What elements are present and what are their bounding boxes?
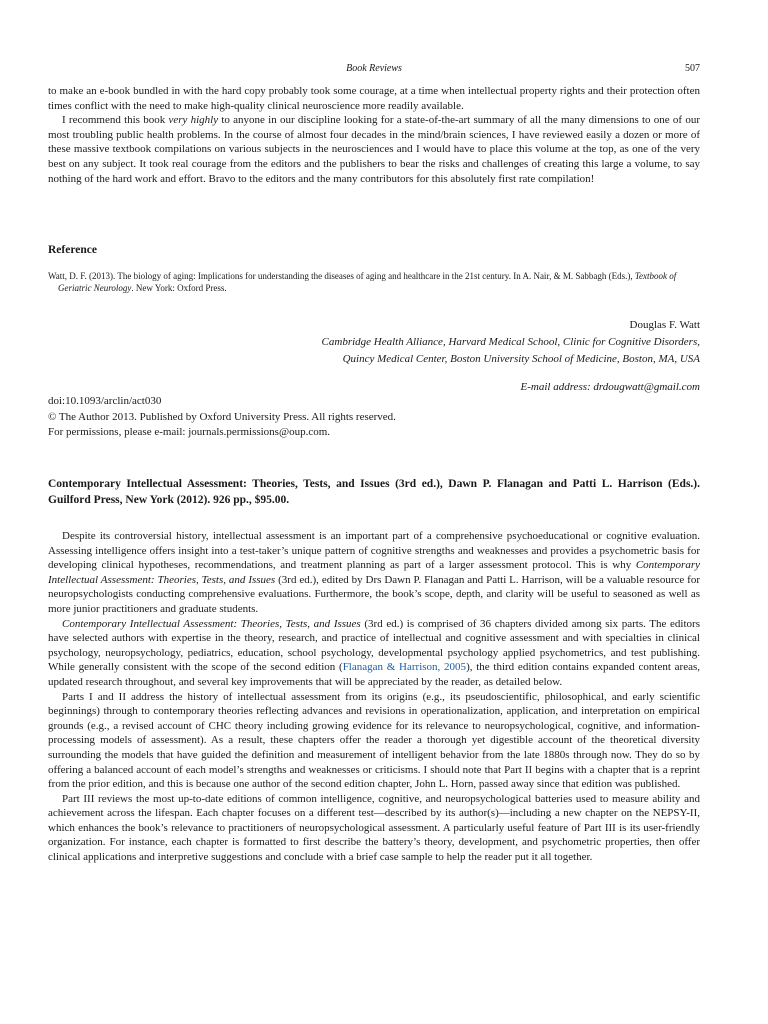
paragraph: Part III reviews the most up-to-date editions of common intelligence, cognitive, and neuropsychological batteries used to measure ability and achievement across the lifespan. Each chapter focuses on a different test—described by its author(s)—including a new chapter on the NEPSY-II, which enhances the book’s relevance to practitioners of neuropsychological assessment. A particularly useful feature of Part III is its user-friendly organization. For instance, each chapter is formatted to first describe the battery’s theory, development, and psychometric properties, then offer clinical applications and interpretive suggestions and conclude with a brief case sample to help the reader put it all together. [48, 792, 700, 864]
paragraph: Parts I and II address the history of intellectual assessment from its origins (e.g., its pseudoscientific, philosophical, and early scientific beginnings) through to contemporary theories reflecting advances and revisions in operationalization, application, and interpretation on empirical grounds (e.g., a revised account of CHC theory including growing evidence for its relevance to neuropsychological, cognitive, and information-processing models of assessment). As a result, these chapters offer the reader a thorough yet digestible account of the theoretical diversity surrounding the models that have guided the definition and measurement of intelligent behavior from the late 1880s through now. They do so by offering a balanced account of each model’s strengths and weaknesses or criticisms. I should note that Part II begins with a chapter that is a reprint from the prior edition, and this is because one author of the second edition chapter, John L. Horn, passed away since that edition was published. [48, 690, 700, 791]
permissions-line: For permissions, please e-mail: journals.permissions@oup.com. [48, 426, 331, 438]
doi-line: doi:10.1093/arclin/act030 [48, 395, 162, 407]
previous-review-conclusion [48, 84, 700, 186]
review-title: Contemporary Intellectual Assessment: Theories, Tests, and Issues (3rd ed.), Dawn P. Flanagan and Patti L. Harrison (Eds.). Guilford Press, New York (2012). 926 pp., $95.00. [48, 478, 700, 506]
copyright-icon: © [48, 410, 57, 423]
citation-link[interactable]: Flanagan & Harrison, 2005 [342, 661, 467, 674]
reviewer-signature [48, 317, 700, 396]
review-body [48, 529, 700, 865]
reviewer-affiliation: Quincy Medical Center, Boston University School of Medicine, Boston, MA, USA [342, 353, 700, 365]
reviewer-email: E-mail address: drdougwatt@gmail.com [520, 381, 700, 393]
paragraph: Despite its controversial history, intellectual assessment is an important part of a comprehensive psychoeducational or cognitive evaluation. Assessing intelligence offers insight into a test-taker’s unique pattern of cognitive strengths and weaknesses and provides a psychometric basis for developing clinical hypotheses, recommendations, and treatment planning as part of a larger assessment protocol. This is why Contemporary Intellectual Assessment: Theories, Tests, and Issues (3rd ed.), edited by Drs Dawn P. Flanagan and Patti L. Harrison, will be a valuable resource for neuropsychologists conducting comprehensive evaluations. Furthermore, the book’s scope, depth, and clarity will be useful to seasoned as well as more junior practitioners and graduate students. [48, 530, 700, 615]
reference-entry: Watt, D. F. (2013). The biology of aging: Implications for understanding the diseases of aging and healthcare in the 21st century. In A. Nair, & M. Sabbagh (Eds.), Textbook of Geriatric Neurology. New York: Oxford Press. [48, 271, 677, 293]
reference-section [48, 244, 700, 294]
reference-heading: Reference [48, 244, 97, 256]
reviewer-name: Douglas F. Watt [629, 319, 700, 331]
review-article [48, 477, 700, 865]
page-number: 507 [685, 63, 700, 74]
paragraph: I recommend this book very highly to anyone in our discipline looking for a state-of-the-art summary of all the many dimensions to one of our most troubling public health problems. In the course of almost four decades in the mind/brain sciences, I have reviewed easily a dozen or more of these massive textbook compilations on various subjects in the neurosciences and I would have to place this volume at the top, as one of the very best on any subject. It took real courage from the editors and the publishers to bear the risks and challenges of creating this large a volume, to say nothing of the hard work and effort. Bravo to the editors and the many contributors for this absolutely first rate compilation! [48, 114, 700, 185]
running-title: Book Reviews [346, 63, 402, 74]
doi-block [48, 394, 700, 441]
copyright-line: © The Author 2013. Published by Oxford University Press. All rights reserved. [48, 410, 396, 423]
reviewer-affiliation: Cambridge Health Alliance, Harvard Medical School, Clinic for Cognitive Disorders, [321, 336, 700, 348]
running-header [48, 63, 700, 77]
paragraph: Contemporary Intellectual Assessment: Theories, Tests, and Issues (3rd ed.) is comprised of 36 chapters divided among six parts. The editors have selected authors with expertise in the theory, research, and practice of intellectual and cognitive assessment and with specialties in clinical psychology, neuropsychology, pediatrics, education, school psychology, developmental psychology applied psychometrics, and test publishing. While generally consistent with the scope of the second edition (Flanagan & Harrison, 2005), the third edition contains expanded content areas, updated research throughout, and several key improvements that will be appreciated by the reader, as detailed below. [48, 617, 701, 688]
journal-page [48, 0, 700, 1024]
paragraph: to make an e-book bundled in with the hard copy probably took some courage, at a time when intellectual property rights and their protection often times conflict with the need to make high-quality clinical neuroscience more readily available. [48, 85, 700, 112]
